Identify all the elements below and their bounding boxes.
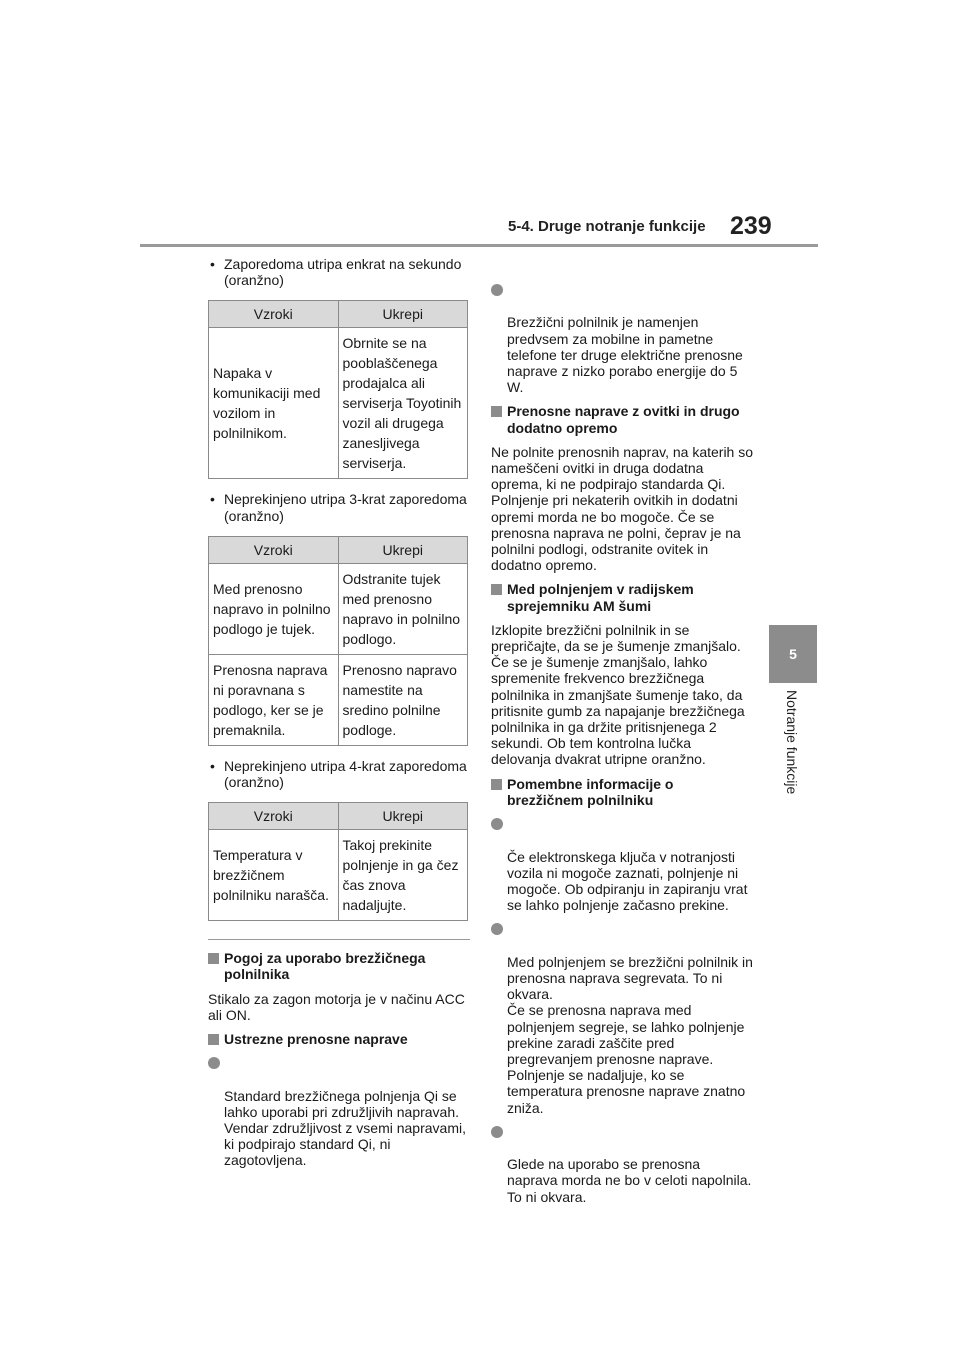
bullet-dot-icon: • bbox=[210, 256, 215, 272]
circle-bullet-icon bbox=[208, 1057, 220, 1069]
right-column bbox=[491, 282, 753, 1213]
bullet-dot-icon: • bbox=[210, 757, 215, 774]
table-header: Ukrepi bbox=[338, 536, 468, 563]
table-header: Vzroki bbox=[209, 803, 339, 830]
note-text: Med polnjenjem se brezžični polnilnik in prenosna naprava segrevata. To ni okvara. Če se prenosna naprava med polnjenjem segreje, se lahko polnjenje prekine zaradi zaščite pred pregrevanjem prenosne naprave. Polnjenje se nadaljuje, ko se temperatura prenosne naprave znatno zniža. bbox=[507, 953, 753, 1116]
table-cell: Napaka v komunikaciji med vozilom in polnilnikom. bbox=[209, 328, 339, 479]
section-heading bbox=[491, 776, 753, 808]
circle-bullet-icon bbox=[491, 923, 503, 935]
heading-text: Prenosne naprave z ovitki in drugo dodatno opremo bbox=[507, 403, 740, 436]
paragraph: Izklopite brezžični polnilnik in se prepričajte, da se je šumenje zmanjšalo. Če se je šumenje zmanjšalo, lahko spremenite frekvenco brezžičnega polnilnika in zmanjšate šumenje tako, da pritisnite gumb za napajanje brezžičnega polnilnika in ga držite pritisnjenega 2 sekundi. Ob tem kontrolna lučka delovanja dvakrat utripne oranžno. bbox=[491, 621, 745, 768]
note-item bbox=[491, 1124, 753, 1205]
section-divider bbox=[208, 939, 470, 940]
circle-bullet-icon bbox=[491, 284, 503, 296]
note-item bbox=[208, 1055, 470, 1168]
bullet-dot-icon: • bbox=[210, 491, 215, 508]
heading-text: Ustrezne prenosne naprave bbox=[224, 1031, 408, 1048]
status-bullet bbox=[208, 491, 470, 523]
cause-table bbox=[208, 802, 468, 921]
note-text: Brezžični polnilnik je namenjen predvsem za mobilne in pametne telefone ter druge električne prenosne naprave z nizko porabo energije do 5 W. bbox=[507, 314, 743, 396]
table-row bbox=[209, 830, 468, 921]
table-cell: Takoj prekinite polnjenje in ga čez čas znova nadaljujte. bbox=[338, 830, 468, 921]
note-item bbox=[491, 816, 753, 913]
header-divider bbox=[140, 244, 818, 247]
status-bullet bbox=[208, 758, 470, 790]
square-bullet-icon bbox=[208, 1034, 219, 1045]
table-row bbox=[209, 328, 468, 479]
table-header: Ukrepi bbox=[338, 301, 468, 328]
paragraph: Ne polnite prenosnih naprav, na katerih so nameščeni ovitki in druga dodatna oprema, ki ne podpirajo standarda Qi. Polnjenje pri nekaterih ovitkih in dodatni opremi morda ne bo mogoče. Če se prenosna naprava ne polni, čeprav je na polnilni podlogi, odstranite ovitek in dodatno opremo. bbox=[491, 443, 754, 574]
left-column bbox=[208, 256, 470, 1177]
square-bullet-icon bbox=[491, 406, 502, 417]
square-bullet-icon bbox=[208, 953, 219, 964]
square-bullet-icon bbox=[491, 779, 502, 790]
note-item bbox=[491, 921, 753, 1115]
cause-table bbox=[208, 300, 468, 479]
table-cell: Prenosna naprava ni poravnana s podlogo, ker se je premaknila. bbox=[209, 654, 339, 745]
note-item bbox=[491, 282, 753, 395]
table-cell: Odstranite tujek med prenosno napravo in polnilno podlogo. bbox=[338, 563, 468, 654]
table-row bbox=[209, 563, 468, 654]
cause-table bbox=[208, 536, 468, 746]
heading-text: Med polnjenjem v radijskem sprejemniku AM šumi bbox=[507, 581, 694, 614]
chapter-label: Notranje funkcije bbox=[784, 690, 800, 795]
status-text: Neprekinjeno utripa 4-krat zaporedoma (oranžno) bbox=[224, 757, 467, 791]
section-heading bbox=[491, 581, 753, 613]
note-text: Standard brezžičnega polnjenja Qi se lahko uporabi pri združljivih napravah. Vendar združljivost z vsemi napravami, ki podpirajo standard Qi, ni zagotovljena. bbox=[224, 1087, 466, 1169]
page-number: 239 bbox=[730, 212, 772, 240]
heading-text: Pomembne informacije o brezžičnem polnilniku bbox=[507, 775, 674, 808]
table-cell: Obrnite se na pooblaščenega prodajalca ali serviserja Toyotinih vozil ali drugega zanesljivega serviserja. bbox=[338, 328, 468, 479]
note-text: Če elektronskega ključa v notranjosti vozila ni mogoče zaznati, polnjenje ni mogoče. Ob odpiranju in zapiranju vrat se lahko polnjenje začasno prekine. bbox=[507, 848, 748, 914]
table-cell: Med prenosno napravo in polnilno podlogo je tujek. bbox=[209, 563, 339, 654]
section-heading bbox=[208, 950, 470, 982]
status-text: Neprekinjeno utripa 3-krat zaporedoma (oranžno) bbox=[224, 491, 467, 524]
square-bullet-icon bbox=[491, 584, 502, 595]
paragraph: Stikalo za zagon motorja je v načinu ACC ali ON. bbox=[208, 990, 465, 1023]
heading-text: Pogoj za uporabo brezžičnega polnilnika bbox=[224, 950, 426, 983]
table-header: Ukrepi bbox=[338, 803, 468, 830]
note-text: Glede na uporabo se prenosna naprava morda ne bo v celoti napolnila. To ni okvara. bbox=[507, 1156, 752, 1205]
circle-bullet-icon bbox=[491, 1126, 503, 1138]
status-bullet bbox=[208, 256, 470, 288]
section-heading bbox=[491, 403, 753, 435]
status-text: Zaporedoma utripa enkrat na sekundo (oranžno) bbox=[224, 256, 462, 289]
section-title: 5-4. Druge notranje funkcije bbox=[508, 218, 706, 235]
chapter-tab: 5 bbox=[769, 625, 817, 683]
table-cell: Temperatura v brezžičnem polnilniku narašča. bbox=[209, 830, 339, 921]
circle-bullet-icon bbox=[491, 818, 503, 830]
section-heading bbox=[208, 1031, 470, 1047]
table-row bbox=[209, 654, 468, 745]
table-header: Vzroki bbox=[209, 536, 339, 563]
table-header: Vzroki bbox=[209, 301, 339, 328]
table-cell: Prenosno napravo namestite na sredino polnilne podloge. bbox=[338, 654, 468, 745]
